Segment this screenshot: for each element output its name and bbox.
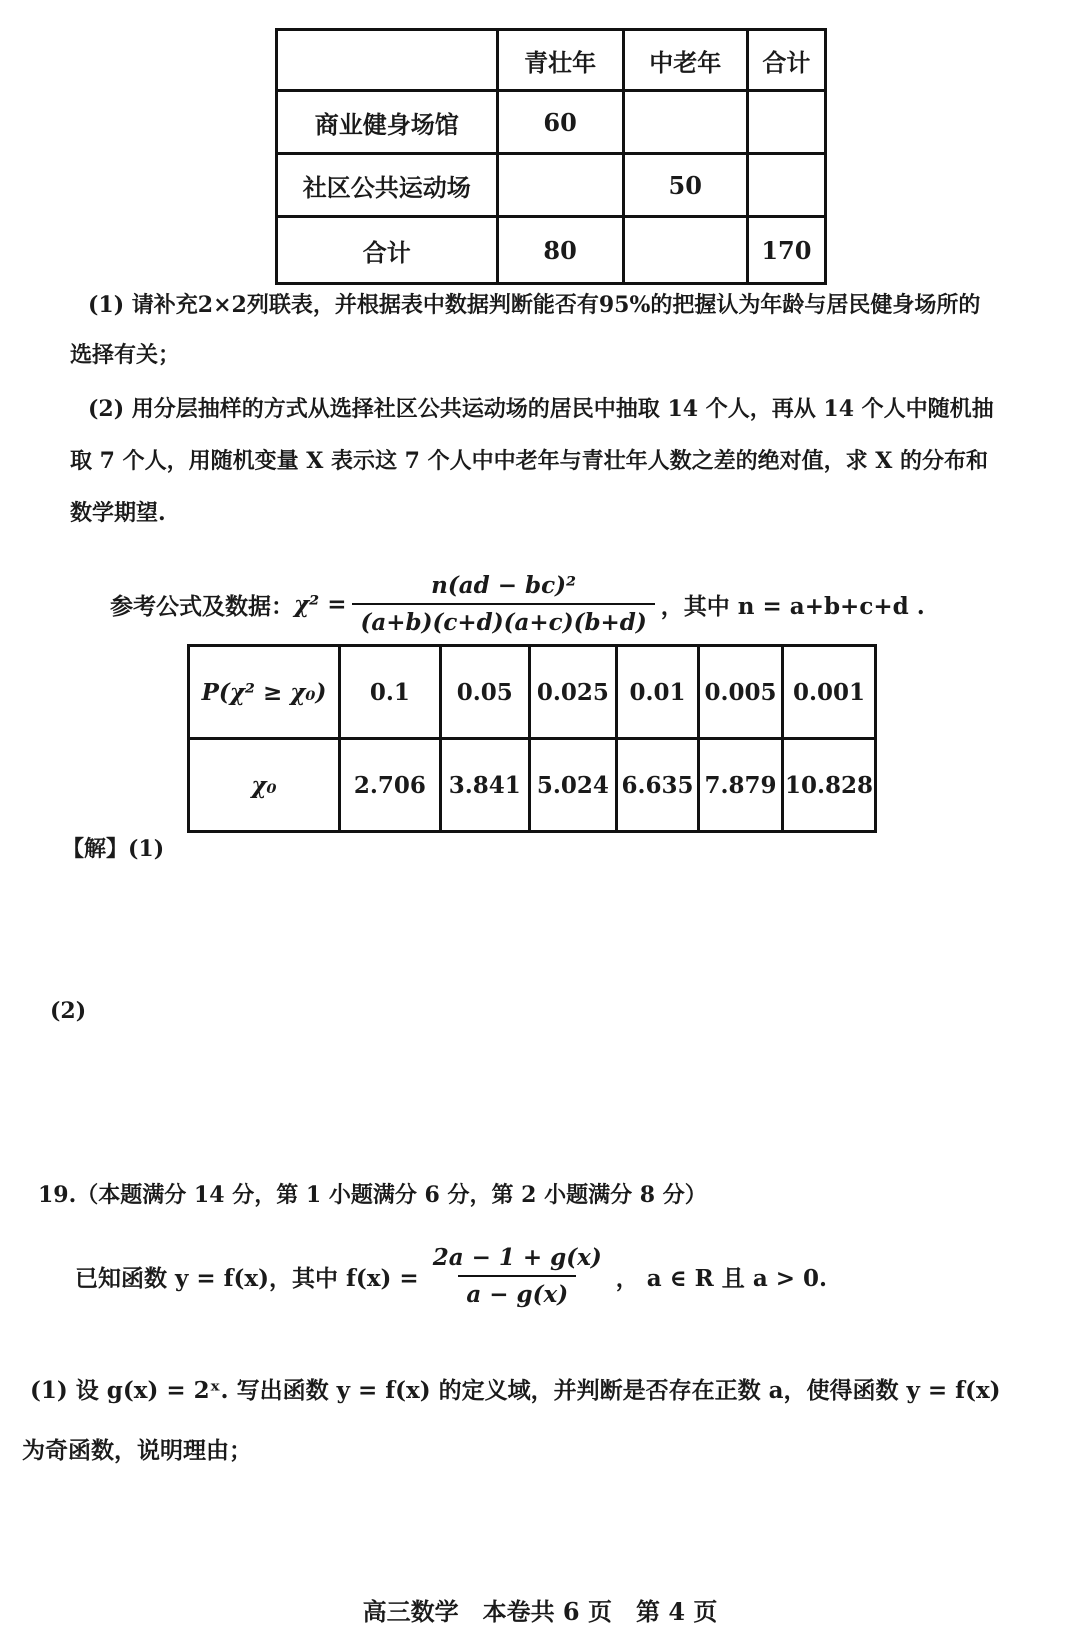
table-cell — [747, 91, 825, 154]
q19-header: 19.（本题满分 14 分，第 1 小题满分 6 分，第 2 小题满分 8 分） — [38, 1182, 707, 1208]
q18-part2-line1: (2) 用分层抽样的方式从选择社区公共运动场的居民中抽取 14 个人，再从 14 个人中随机抽 — [88, 396, 994, 422]
q19-part1-line2: 为奇函数，说明理由； — [22, 1437, 252, 1464]
chi-value-cell: 5.024 — [529, 739, 616, 832]
table-cell: 170 — [747, 217, 825, 284]
p-value-cell: 0.005 — [699, 646, 783, 739]
table-header-cell: 合计 — [747, 30, 825, 91]
chi-value-cell: 7.879 — [699, 739, 783, 832]
formula-numerator: n(ad − bc)² — [431, 572, 577, 599]
table-cell: 商业健身场馆 — [277, 91, 498, 154]
solution-label-2: (2) — [50, 998, 87, 1024]
page-footer: 高三数学 本卷共 6 页 第 4 页 — [362, 1597, 718, 1626]
chi-value-cell: 10.828 — [782, 739, 875, 832]
q18-part2-line2: 取 7 个人，用随机变量 X 表示这 7 个人中中老年与青壮年人数之差的绝对值，求 X 的分布和 — [70, 448, 989, 474]
chi-value-cell: 3.841 — [440, 739, 529, 832]
chi-square-table — [187, 644, 877, 833]
q19-given — [75, 1244, 827, 1308]
chi-value-cell: 2.706 — [339, 739, 440, 832]
q18-part2-line3: 数学期望. — [70, 500, 166, 526]
q19-given-prefix: 已知函数 y = f(x)，其中 f(x) = — [75, 1264, 419, 1292]
p-value-cell: 0.1 — [339, 646, 440, 739]
q19-denominator: a − g(x) — [458, 1275, 576, 1308]
table-cell — [623, 91, 747, 154]
table-cell — [747, 154, 825, 217]
chi-value-cell: 6.635 — [616, 739, 698, 832]
reference-formula — [110, 572, 925, 636]
q19-fraction — [425, 1244, 610, 1308]
q19-given-suffix: ， a ∈ R 且 a > 0. — [615, 1264, 828, 1292]
table-cell: 60 — [497, 91, 623, 154]
table-cell: 合计 — [277, 217, 498, 284]
formula-fraction — [352, 572, 654, 636]
p-value-cell: 0.05 — [440, 646, 529, 739]
p-row-label: P(χ² ≥ χ₀) — [189, 646, 340, 739]
contingency-table — [275, 28, 827, 285]
table-header-cell: 青壮年 — [497, 30, 623, 91]
table-cell: 80 — [497, 217, 623, 284]
q18-part1-cont: 选择有关； — [70, 342, 181, 368]
p-value-cell: 0.001 — [782, 646, 875, 739]
table-header-cell: 中老年 — [623, 30, 747, 91]
q19-numerator: 2a − 1 + g(x) — [432, 1244, 602, 1271]
table-cell — [623, 217, 747, 284]
chi-row-label: χ₀ — [189, 739, 340, 832]
table-cell: 50 — [623, 154, 747, 217]
formula-lhs: χ² = — [294, 590, 347, 618]
table-header-cell — [277, 30, 498, 91]
q19-part1-line1: (1) 设 g(x) = 2ˣ. 写出函数 y = f(x) 的定义域，并判断是否存在正数 a，使得函数 y = f(x) — [30, 1377, 1001, 1404]
q18-part1: (1) 请补充2×2列联表，并根据表中数据判断能否有95%的把握认为年龄与居民健身场所的 — [88, 292, 981, 318]
p-value-cell: 0.025 — [529, 646, 616, 739]
table-cell — [497, 154, 623, 217]
formula-tail: ，其中 n = a+b+c+d . — [660, 592, 925, 620]
formula-denominator: (a+b)(c+d)(a+c)(b+d) — [352, 603, 654, 636]
p-value-cell: 0.01 — [616, 646, 698, 739]
formula-label: 参考公式及数据： — [110, 592, 294, 620]
solution-label-1: 【解】(1) — [62, 836, 165, 862]
table-cell: 社区公共运动场 — [277, 154, 498, 217]
